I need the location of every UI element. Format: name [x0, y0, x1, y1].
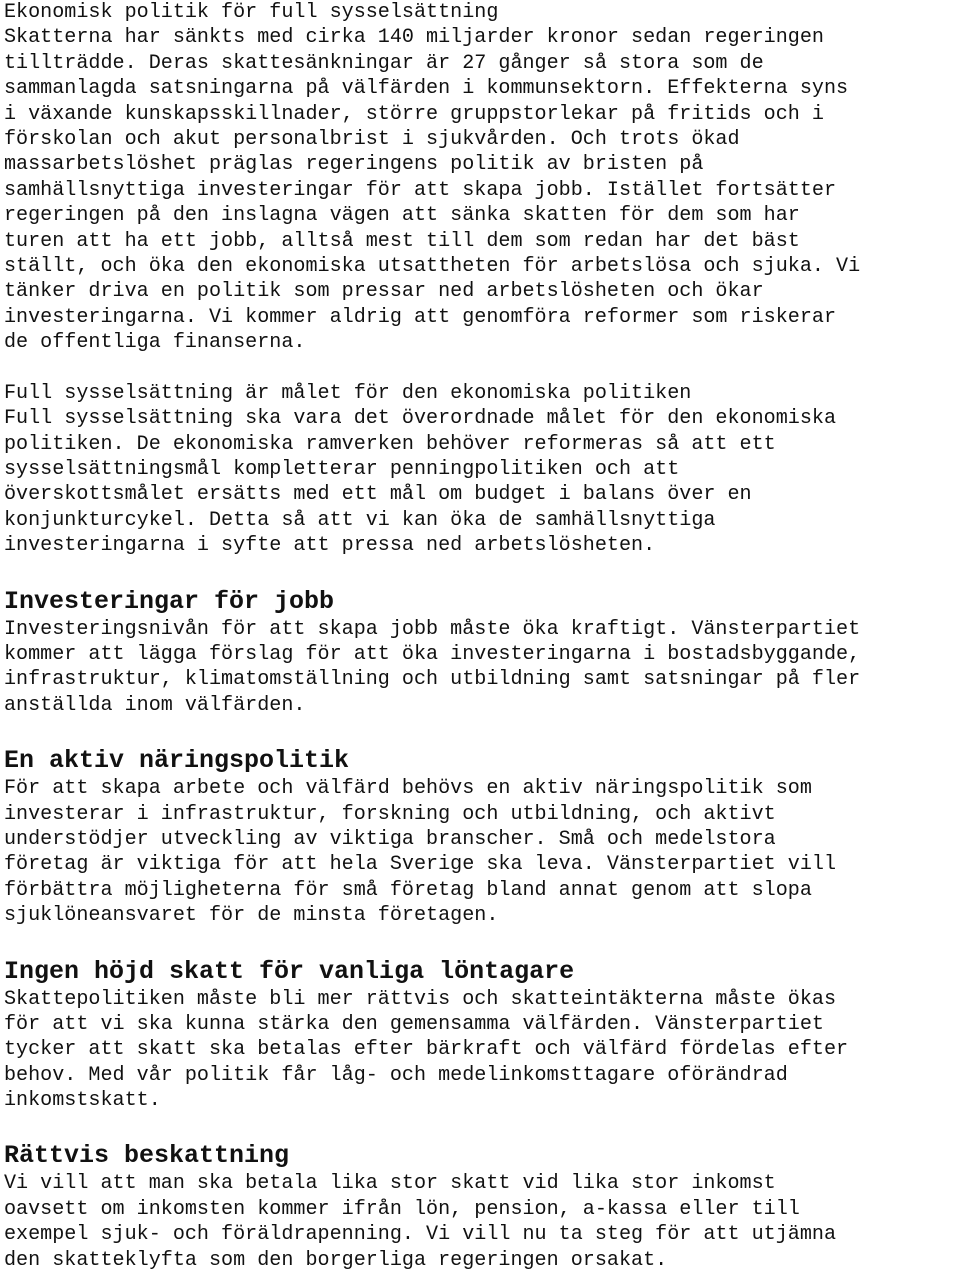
paragraph-line: För att skapa arbete och välfärd behövs en aktiv näringspolitik som	[4, 777, 812, 801]
paragraph-line: i växande kunskapsskillnader, större gruppstorlekar på fritids och i	[4, 102, 824, 126]
paragraph-line: kommer att lägga förslag för att öka investeringarna i bostadsbyggande,	[4, 642, 861, 666]
paragraph-line: företag är viktiga för att hela Sverige ska leva. Vänsterpartiet vill	[4, 853, 837, 877]
paragraph-line: Vi vill att man ska betala lika stor skatt vid lika stor inkomst	[4, 1172, 776, 1196]
heading-gap	[4, 1113, 960, 1141]
heading-gap	[4, 929, 960, 957]
paragraph-line: investeringarna. Vi kommer aldrig att genomföra reformer som riskerar	[4, 305, 837, 329]
section-heading: Rättvis beskattning	[4, 1141, 290, 1171]
paragraph-line: Skatterna har sänkts med cirka 140 miljarder kronor sedan regeringen	[4, 26, 824, 50]
paragraph-line: konjunkturcykel. Detta så att vi kan öka de samhällsnyttiga	[4, 508, 716, 532]
paragraph-line: tycker att skatt ska betalas efter bärkraft och välfärd fördelas efter	[4, 1038, 849, 1062]
paragraph-line: överskottsmålet ersätts med ett mål om budget i balans över en	[4, 483, 752, 507]
paragraph-line: regeringen på den inslagna vägen att sänka skatten för dem som har	[4, 204, 800, 228]
section-title: Full sysselsättning är målet för den ekonomiska politiken	[4, 381, 692, 405]
paragraph-line: tillträdde. Deras skattesänkningar är 27 gånger så stora som de	[4, 51, 764, 75]
paragraph-line: sammanlagda satsningarna på välfärden i kommunsektorn. Effekterna syns	[4, 77, 849, 101]
section-industrial-policy	[4, 746, 960, 928]
paragraph-line: Investeringsnivån för att skapa jobb måste öka kraftigt. Vänsterpartiet	[4, 617, 861, 641]
paragraph-line: förbättra möjligheterna för små företag bland annat genom att slopa	[4, 878, 812, 902]
paragraph-gap	[4, 355, 960, 380]
paragraph-line: för att vi ska kunna stärka den gemensamma välfärden. Vänsterpartiet	[4, 1012, 824, 1036]
section-heading: Investeringar för jobb	[4, 586, 335, 616]
paragraph-line: oavsett om inkomsten kommer ifrån lön, pension, a-kassa eller till	[4, 1197, 800, 1221]
paragraph-line: Skattepolitiken måste bli mer rättvis och skatteintäkterna måste ökas	[4, 987, 837, 1011]
paragraph-line: tänker driva en politik som pressar ned arbetslösheten och ökar	[4, 280, 764, 304]
section-heading: Ingen höjd skatt för vanliga löntagare	[4, 956, 575, 986]
paragraph-line: investerar i infrastruktur, forskning och utbildning, och aktivt	[4, 802, 776, 826]
section-no-tax-increase	[4, 957, 960, 1114]
paragraph-line: anställda inom välfärden.	[4, 693, 306, 717]
paragraph-line: Full sysselsättning ska vara det överordnade målet för den ekonomiska	[4, 407, 837, 431]
paragraph-line: samhällsnyttiga investeringar för att skapa jobb. Istället fortsätter	[4, 178, 837, 202]
paragraph-line: turen att ha ett jobb, alltså mest till dem som redan har det bäst	[4, 229, 800, 253]
paragraph-line: de offentliga finanserna.	[4, 331, 306, 355]
heading-gap	[4, 718, 960, 746]
paragraph-line: investeringarna i syfte att pressa ned arbetslösheten.	[4, 534, 656, 558]
paragraph-line: infrastruktur, klimatomställning och utbildning samt satsningar på fler	[4, 668, 861, 692]
paragraph-line: sysselsättningsmål kompletterar penningpolitiken och att	[4, 458, 680, 482]
heading-gap	[4, 559, 960, 587]
paragraph-line: förskolan och akut personalbrist i sjukvården. Och trots ökad	[4, 127, 740, 151]
section-heading: En aktiv näringspolitik	[4, 746, 350, 776]
paragraph-line: politiken. De ekonomiska ramverken behöver reformeras så att ett	[4, 432, 776, 456]
paragraph-line: behov. Med vår politik får låg- och medelinkomsttagare oförändrad	[4, 1063, 788, 1087]
section-intro	[4, 0, 960, 355]
paragraph-line: massarbetslöshet präglas regeringens politik av bristen på	[4, 153, 704, 177]
section-title: Ekonomisk politik för full sysselsättning	[4, 1, 499, 24]
paragraph-line: understödjer utveckling av viktiga branscher. Små och medelstora	[4, 827, 776, 851]
paragraph-line: ställt, och öka den ekonomiska utsattheten för arbetslösa och sjuka. Vi	[4, 254, 861, 278]
paragraph-line: inkomstskatt.	[4, 1089, 161, 1113]
section-fair-taxation	[4, 1141, 960, 1273]
section-full-employment	[4, 381, 960, 559]
paragraph-line: exempel sjuk- och föräldrapenning. Vi vill nu ta steg för att utjämna	[4, 1223, 837, 1247]
paragraph-line: den skatteklyfta som den borgerliga regeringen orsakat.	[4, 1248, 668, 1272]
paragraph-line: sjuklöneansvaret för de minsta företagen.	[4, 904, 499, 928]
section-investments	[4, 587, 960, 719]
